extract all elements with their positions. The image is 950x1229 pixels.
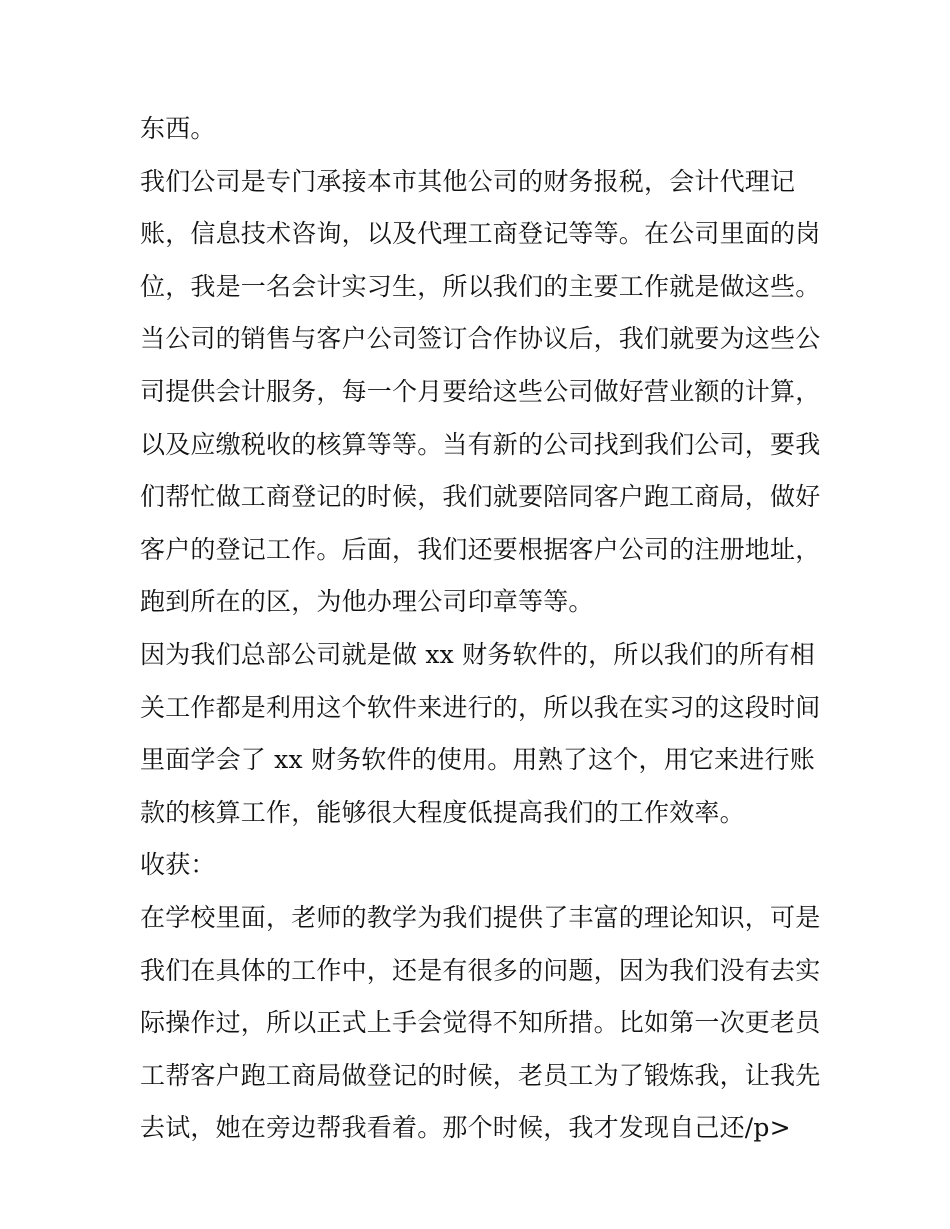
text-line: 东西。 (140, 114, 216, 143)
text-line: 款的核算工作，能够很大程度低提高我们的工作效率。 (140, 797, 745, 827)
text-line: 账，信息技术咨询，以及代理工商登记等等。在公司里面的岗 (140, 219, 821, 249)
text-line: 因为我们总部公司就是做 xx 财务软件的，所以我们的所有相 (140, 639, 815, 669)
text-line: 际操作过，所以正式上手会觉得不知所措。比如第一次更老员 (140, 1008, 821, 1038)
text-line: 里面学会了 xx 财务软件的使用。用熟了这个，用它来进行账 (140, 745, 815, 775)
section-heading: 收获： (140, 850, 216, 880)
document-body (140, 108, 820, 1160)
text-line: 工帮客户跑工商局做登记的时候，老员工为了锻炼我，让我先 (140, 1060, 821, 1090)
text-line: 在学校里面，老师的教学为我们提供了丰富的理论知识，可是 (140, 902, 821, 932)
text-line: 客户的登记工作。后面，我们还要根据客户公司的注册地址， (140, 534, 821, 564)
text-line: 我们在具体的工作中，还是有很多的问题，因为我们没有去实 (140, 955, 821, 985)
text-line: 以及应缴税收的核算等等。当有新的公司找到我们公司，要我 (140, 429, 821, 459)
text-line: 我们公司是专门承接本市其他公司的财务报税，会计代理记 (140, 166, 796, 196)
text-line: 位，我是一名会计实习生，所以我们的主要工作就是做这些。 (140, 271, 821, 301)
text-line: 司提供会计服务，每一个月要给这些公司做好营业额的计算， (140, 376, 821, 406)
text-line: 关工作都是利用这个软件来进行的，所以我在实习的这段时间 (140, 692, 821, 722)
text-line: 当公司的销售与客户公司签订合作协议后，我们就要为这些公 (140, 324, 821, 354)
text-line: 去试，她在旁边帮我看着。那个时候，我才发现自己还/p> (140, 1113, 791, 1143)
text-line: 们帮忙做工商登记的时候，我们就要陪同客户跑工商局，做好 (140, 482, 821, 512)
text-line: 跑到所在的区，为他办理公司印章等等。 (140, 587, 594, 617)
